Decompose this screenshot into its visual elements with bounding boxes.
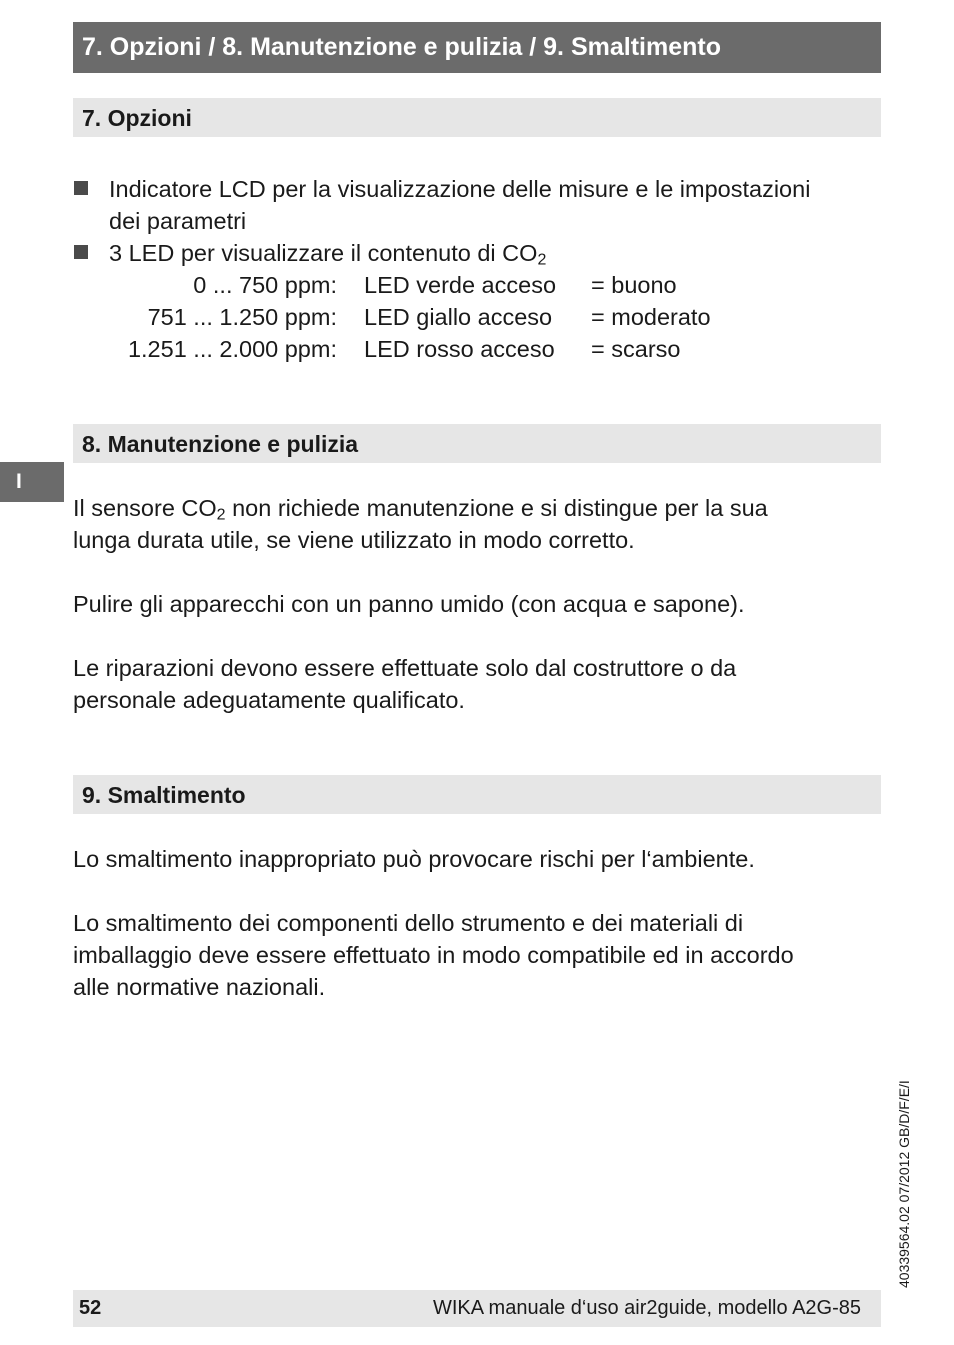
maintenance-paragraph-line2: lunga durata utile, se viene utilizzato in modo corretto. <box>73 527 635 553</box>
option-led: 3 LED per visualizzare il contenuto di $CO_2$ <box>109 240 547 269</box>
document-code: 40339564.02 07/2012 GB/D/F/E/I <box>896 1080 912 1288</box>
page-footer <box>73 1290 881 1327</box>
option-lcd-line2: dei parametri <box>109 208 247 234</box>
led-range: 1.251 ... 2.000 ppm: <box>127 336 337 362</box>
section-8-title: 8. Manutenzione e pulizia <box>73 424 881 463</box>
section-9-title: 9. Smaltimento <box>73 775 881 814</box>
led-state: LED rosso acceso <box>364 336 555 362</box>
led-rating: = buono <box>591 272 677 298</box>
repair-paragraph-line1: Le riparazioni devono essere effettuate solo dal costruttore o da <box>73 655 737 681</box>
page-number: 52 <box>79 1297 102 1319</box>
disposal-paragraph-2-line3: alle normative nazionali. <box>73 974 326 1000</box>
led-range: 751 ... 1.250 ppm: <box>147 304 337 330</box>
disposal-paragraph-2-line1: Lo smaltimento dei componenti dello strumento e dei materiali di <box>73 910 744 936</box>
language-tab: I <box>0 462 64 502</box>
led-rating: = moderato <box>591 304 711 330</box>
repair-paragraph-line2: personale adeguatamente qualificato. <box>73 687 465 713</box>
disposal-paragraph-2-line2: imballaggio deve essere effettuato in modo compatibile ed in accordo <box>73 942 794 968</box>
page-header: 7. Opzioni / 8. Manutenzione e pulizia / 9. Smaltimento <box>73 22 881 73</box>
maintenance-paragraph-line1: Il sensore $CO_2$ non richiede manutenzione e si distingue per la sua <box>73 495 768 524</box>
cleaning-paragraph: Pulire gli apparecchi con un panno umido (con acqua e sapone). <box>73 591 745 617</box>
bullet-icon <box>74 181 88 195</box>
footer-text: WIKA manuale d‘uso air2guide, modello A2G-85 <box>432 1297 861 1319</box>
section-7-title: 7. Opzioni <box>73 98 881 137</box>
led-range: 0 ... 750 ppm: <box>193 272 337 298</box>
led-state: LED giallo acceso <box>364 304 553 330</box>
disposal-paragraph-1: Lo smaltimento inappropriato può provocare rischi per l‘ambiente. <box>73 846 755 872</box>
led-state: LED verde acceso <box>364 272 557 298</box>
led-rating: = scarso <box>591 336 681 362</box>
option-lcd-line1: Indicatore LCD per la visualizzazione delle misure e le impostazioni <box>109 176 811 202</box>
bullet-icon <box>74 245 88 259</box>
